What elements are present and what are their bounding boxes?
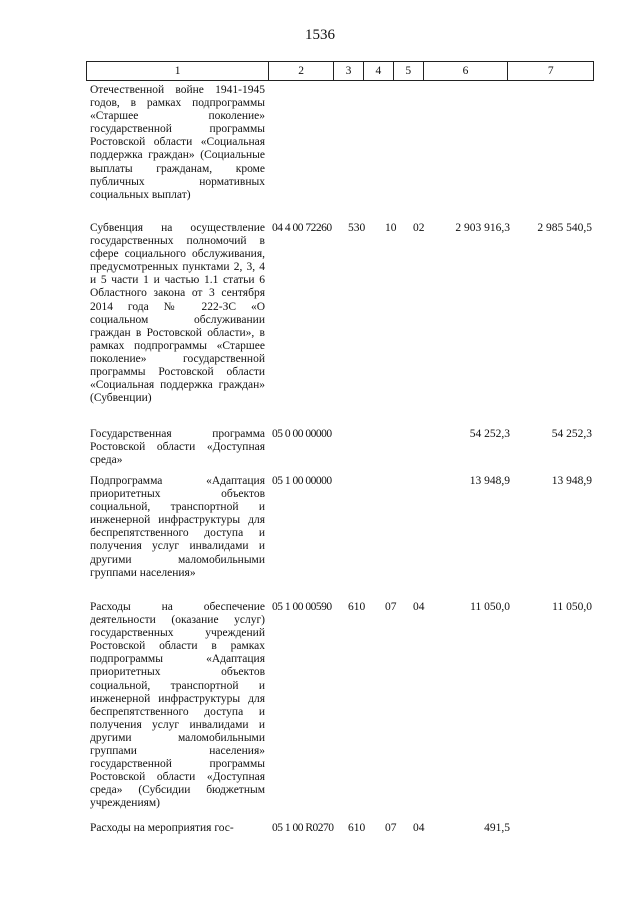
- row-expense-type: 610: [348, 822, 366, 834]
- header-col-2: 2: [269, 62, 334, 80]
- row-sum-col-6: 2 903 916,3: [455, 222, 510, 234]
- row-sum-col-7: 11 050,0: [552, 601, 592, 613]
- row-sum-col-7: 2 985 540,5: [537, 222, 592, 234]
- row-expense-type: 610: [348, 601, 366, 613]
- header-col-3: 3: [334, 62, 364, 80]
- row-description: Отечественной войне 1941-1945 годов, в рамках подпрограммы «Старшее поколение» государственной программы Ростовской области «Социальная поддержка граждан» (Социальные выплаты гражданам, кроме публичных нормативных социальных выплат): [90, 84, 265, 201]
- row-sum-col-7: 54 252,3: [551, 428, 592, 440]
- row-description: Государственная программа Ростовской области «Доступная среда»: [90, 428, 265, 467]
- row-sum-col-6: 54 252,3: [469, 428, 510, 440]
- row-target-code: 05 1 00 00590: [272, 601, 332, 613]
- row-target-code: 05 0 00 00000: [272, 428, 332, 440]
- header-col-5: 5: [394, 62, 424, 80]
- row-description: Расходы на обеспечение деятельности (оказание услуг) государственных учреждений Ростовской области в рамках подпрограммы «Адаптация приоритетных объектов социальной, транспортной и инженерной инфраструктуры для беспрепятственного доступа и получения услуг инвалидами и другими маломобильными группами населения» государственной программы Ростовской области «Доступная среда» (Субсидии бюджетным учреждениям): [90, 601, 265, 810]
- header-col-1: 1: [87, 62, 269, 80]
- row-subsection: 02: [413, 222, 425, 234]
- header-col-4: 4: [364, 62, 394, 80]
- row-target-code: 05 1 00 R0270: [272, 822, 334, 834]
- row-description: Субвенция на осуществление государственных полномочий в сфере социального обслуживания, предусмотренных пунктами 2, 3, 4 и 5 части 1 и частью 1.1 статьи 6 Областного закона от 3 сентября 2014 года № 222-ЗС «О социальном обслуживании граждан в Ростовской области», в рамках подпрограммы «Старшее поколение» государственной программы Ростовской области «Социальная поддержка граждан» (Субвенции): [90, 222, 265, 405]
- row-sum-col-6: 13 948,9: [469, 475, 510, 487]
- row-expense-type: 530: [348, 222, 366, 234]
- row-sum-col-6: 11 050,0: [470, 601, 510, 613]
- row-section: 07: [385, 601, 397, 613]
- header-col-6: 6: [424, 62, 509, 80]
- row-description: Расходы на мероприятия гос-: [90, 822, 234, 834]
- row-description: Подпрограмма «Адаптация приоритетных объектов социальной, транспортной и инженерной инфраструктуры для беспрепятственного доступа и получения услуг инвалидами и другими маломобильными группами населения»: [90, 475, 265, 579]
- row-target-code: 04 4 00 72260: [272, 222, 332, 234]
- page-number: 1536: [305, 27, 335, 43]
- row-subsection: 04: [413, 601, 425, 613]
- row-sum-col-6: 491,5: [484, 822, 510, 834]
- row-sum-col-7: 13 948,9: [551, 475, 592, 487]
- table-header: [86, 61, 594, 81]
- row-section: 10: [385, 222, 397, 234]
- row-subsection: 04: [413, 822, 425, 834]
- row-section: 07: [385, 822, 397, 834]
- header-col-7: 7: [547, 65, 554, 77]
- row-target-code: 05 1 00 00000: [272, 475, 332, 487]
